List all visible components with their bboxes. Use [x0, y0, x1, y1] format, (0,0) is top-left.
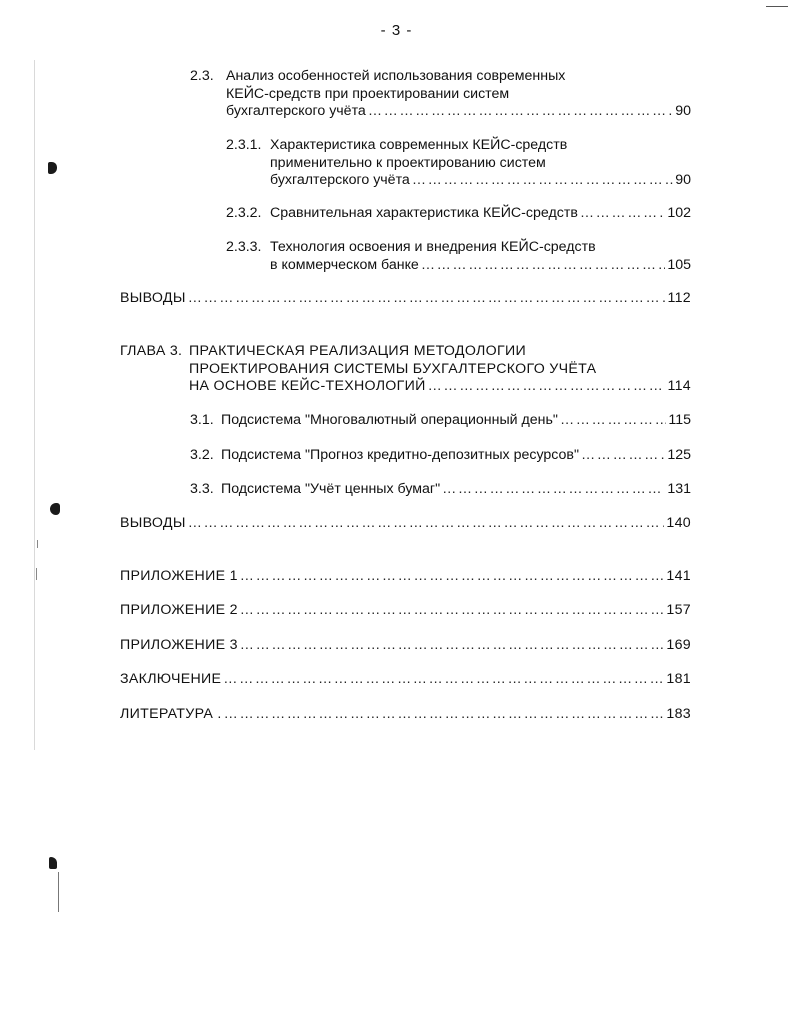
toc-page-number: 114: [667, 378, 691, 394]
toc-page-number: 105: [667, 256, 691, 273]
toc-entry-number: 2.3.: [190, 68, 214, 84]
toc-entry-number: 3.2.: [190, 447, 214, 463]
toc-page-number: 112: [667, 290, 691, 306]
toc-entry-vyvody-1[interactable]: [120, 290, 691, 308]
toc-entry-title: ВЫВОДЫ: [120, 515, 186, 531]
toc-entry-2-3-2[interactable]: [226, 205, 691, 223]
scan-edge-line: [766, 6, 788, 7]
toc-entry-3-1[interactable]: [190, 412, 691, 430]
dot-leader: [580, 205, 665, 223]
toc-entry-title: ПРИЛОЖЕНИЕ 2: [120, 602, 238, 618]
toc-page-number: 157: [666, 602, 691, 618]
toc-entry-references[interactable]: [120, 706, 691, 724]
toc-entry-3-2[interactable]: [190, 447, 691, 465]
dot-leader: [442, 481, 665, 499]
dot-leader: [368, 103, 673, 121]
page-number: - 3 -: [380, 22, 413, 39]
dot-leader: [560, 412, 666, 430]
toc-page-number: 131: [667, 481, 691, 497]
toc-entry-vyvody-2[interactable]: [120, 515, 691, 533]
toc-entry-text: бухгалтерского учёта: [270, 172, 410, 188]
toc-page-number: 181: [666, 671, 691, 687]
toc-entry-number: 2.3.3.: [226, 239, 262, 255]
toc-entry-text: применительно к проектированию систем: [270, 154, 546, 171]
toc-entry-chapter-3[interactable]: [120, 343, 691, 396]
toc-entry-2-3[interactable]: [190, 68, 691, 121]
dot-leader: [581, 447, 665, 465]
toc-page-number: 102: [667, 205, 691, 221]
toc-entry-text: в коммерческом банке: [270, 256, 419, 273]
toc-entry-3-3[interactable]: [190, 481, 691, 499]
binding-hole-mark: [50, 503, 60, 515]
scan-speck: [58, 872, 59, 912]
toc-entry-text: Технология освоения и внедрения КЕЙС-средств: [270, 239, 596, 255]
toc-entry-number: 3.1.: [190, 412, 214, 428]
toc-page-number: 90: [675, 103, 691, 119]
dot-leader: [240, 637, 665, 655]
toc-entry-text: ПРАКТИЧЕСКАЯ РЕАЛИЗАЦИЯ МЕТОДОЛОГИИ: [189, 343, 526, 359]
toc-entry-text: ПРОЕКТИРОВАНИЯ СИСТЕМЫ БУХГАЛТЕРСКОГО УЧЁТА: [189, 360, 597, 377]
toc-entry-text: КЕЙС-средств при проектировании систем: [226, 85, 510, 102]
binding-hole-mark: [49, 857, 57, 869]
toc-entry-appendix-3[interactable]: [120, 637, 691, 655]
toc-entry-text: бухгалтерского учёта: [226, 103, 366, 119]
dot-leader: [188, 290, 666, 308]
toc-page-number: 115: [668, 412, 691, 428]
dot-leader: [223, 671, 664, 689]
toc-page-number: 125: [667, 447, 691, 463]
toc-page-number: 140: [666, 515, 691, 531]
dot-leader: [188, 515, 665, 533]
toc-entry-text: Характеристика современных КЕЙС-средств: [270, 137, 568, 153]
toc-entry-number: 3.3.: [190, 481, 214, 497]
toc-entry-text: Подсистема "Многовалютный операционный день": [221, 412, 558, 428]
toc-entry-2-3-1[interactable]: [226, 137, 691, 190]
toc-entry-number: ГЛАВА 3.: [120, 343, 183, 359]
toc-entry-title: ЗАКЛЮЧЕНИЕ: [120, 671, 222, 687]
toc-page-number: 169: [666, 637, 691, 653]
toc-entry-title: ВЫВОДЫ: [120, 290, 186, 306]
toc-entry-appendix-1[interactable]: [120, 568, 691, 586]
dot-leader: [240, 568, 665, 586]
toc-page-number: 141: [666, 568, 691, 584]
toc-entry-2-3-3[interactable]: [226, 239, 691, 274]
toc-entry-text: Анализ особенностей использования современных: [226, 68, 566, 84]
toc-page-number: 90: [675, 172, 691, 188]
toc-entry-text: Подсистема "Прогноз кредитно-депозитных ресурсов": [221, 447, 580, 463]
dot-leader: [421, 257, 666, 275]
dot-leader: [240, 602, 665, 620]
dot-leader: [412, 172, 673, 190]
toc-entry-title: ЛИТЕРАТУРА .: [120, 706, 222, 722]
toc-entry-appendix-2[interactable]: [120, 602, 691, 620]
toc-page-number: 183: [666, 706, 691, 722]
toc-entry-title: ПРИЛОЖЕНИЕ 1: [120, 568, 238, 584]
toc-entry-number: 2.3.1.: [226, 137, 262, 153]
toc-entry-text: Подсистема "Учёт ценных бумаг": [221, 481, 441, 497]
dot-leader: [224, 706, 665, 724]
binding-hole-mark: [48, 162, 57, 174]
toc-entry-number: 2.3.2.: [226, 205, 262, 221]
toc-entry-text: НА ОСНОВЕ КЕЙС-ТЕХНОЛОГИЙ: [189, 378, 426, 394]
toc-entry-title: ПРИЛОЖЕНИЕ 3: [120, 637, 238, 653]
scan-speck: [36, 568, 37, 580]
scan-speck: [37, 540, 38, 548]
scan-margin-line: [34, 60, 35, 750]
dot-leader: [428, 378, 666, 396]
toc-entry-text: Сравнительная характеристика КЕЙС-средств: [270, 205, 578, 221]
toc-entry-conclusion[interactable]: [120, 671, 691, 689]
